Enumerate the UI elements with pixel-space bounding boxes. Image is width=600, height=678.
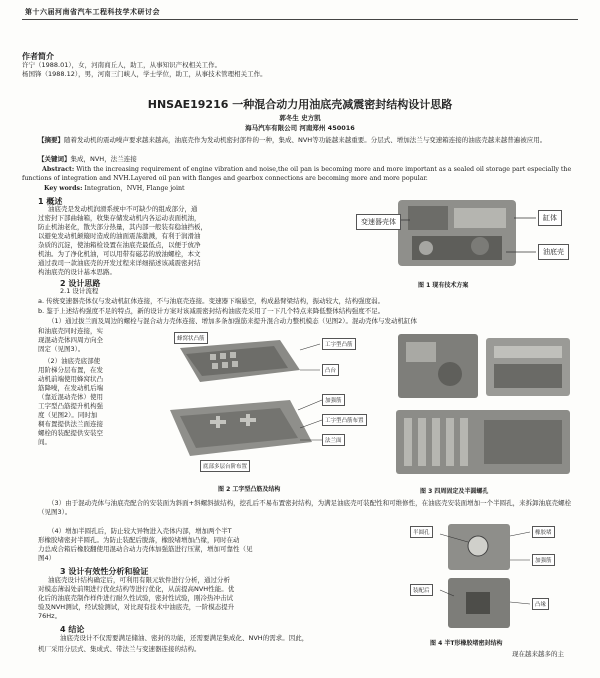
design-p1-full: （1）通过拔兰面及周边的螺栓与混合动力壳体连接、增加多条加强筋来提升混合动力整机模态（见图2）。混动壳体与发动机缸体 <box>48 317 418 325</box>
paper-title: HNSAE19216 一种混合动力用油底壳减震密封结构设计思路 <box>147 98 453 111</box>
s1-line: 过密封下部曲轴箱，收集存储发动机内各运动表面机油， <box>38 214 201 222</box>
p2-line: 工字型凸筋提升机构强 <box>38 402 103 410</box>
fig2-label-i-rib: 工字型凸筋 <box>322 338 356 350</box>
section-1-title: 1 概述 <box>38 197 63 206</box>
design-p1-rest <box>38 327 138 354</box>
section-3-body <box>38 576 368 621</box>
keywords-text: 集成，NVH，法兰连接 <box>70 155 137 163</box>
figure-1-engine-illustration <box>356 196 578 276</box>
design-point-a: a. 传统变速器壳体仅与发动机缸体连接，不与油底壳连接。变速器下端悬空，构成悬臂梁结构，振动较大，结构强度弱。 <box>38 297 385 305</box>
s3-line: 对模态薄弱处前期进行优化结构等进行优化，从前提高NVH性能。优 <box>38 585 235 593</box>
fig4-label-assembled: 装配后 <box>410 584 433 596</box>
fig1-label-cylinder: 缸体 <box>538 210 562 226</box>
fig4-label-flange: 凸缘 <box>532 598 549 610</box>
p2-line: （靠近混动壳体）使用 <box>38 393 103 401</box>
s1-line: 机油。为了净化机油，可以用带有磁芯的放油螺栓，本文 <box>38 250 201 258</box>
author-intro-line-2: 杨国锋（1988.12），男，河南三门峡人，学士学位，助工，从事技术管理相关工作。 <box>22 70 267 78</box>
s3-line: 化后的油底壳制作样件进行耐久性试验，密封性试验，刚冷热冲击试 <box>38 594 233 602</box>
abstract-en-label: Abstract: <box>42 166 75 173</box>
section-3-title: 3 设计有效性分析和验证 <box>60 567 149 576</box>
abstract-label: 【摘要】 <box>38 136 64 144</box>
p1-line: 和油底壳同时连接，实 <box>38 327 103 335</box>
p2-line: （2）油底壳底部使 <box>44 357 101 365</box>
s1-line: 构油底壳的设计基本思路。 <box>38 268 116 276</box>
fig2-label-rib: 加强筋 <box>322 394 345 406</box>
conclusion-line-1: 油底壳设计不仅需要满足储油、密封的功能，还需要满足集成化、NVH的需求。因此， <box>60 634 309 642</box>
figure-4 <box>410 516 580 634</box>
s3-line: 油底壳设计结构确定后，可利用有限元软件进行分析，通过分析 <box>48 576 230 584</box>
s3-line: 76Hz。 <box>38 612 62 620</box>
p2-line: 度（见图2）。同时加 <box>38 411 98 419</box>
p2-line: 动机前端使用蜂窝状凸 <box>38 375 103 383</box>
keywords-en-label: Key words: <box>44 185 83 192</box>
figure-4-caption: 图 4 半T形橡胶堵密封结构 <box>430 640 503 647</box>
design-p3: （3）由于混动壳体与油底壳配合的安装面为斜面+斜螺斜拔结构，挖孔后不易布置密封结构，为满足油底壳可装配性和可维修性，在油底壳安装面增加一个半圆孔，来拆卸油底壳螺栓（见图3）。 <box>38 499 572 516</box>
fig4-label-rib: 加强筋 <box>532 554 555 566</box>
section-2-title: 2 设计思路 <box>60 279 101 288</box>
author-intro-heading: 作者简介 <box>22 52 54 61</box>
section-2-1-title: 2.1 设计流程 <box>60 287 99 295</box>
figure-3 <box>388 330 578 482</box>
p4-line: 力总成合箱后橡胶翻使用混动合动力壳体加强筋进行压紧，增加可靠性（见 <box>38 545 253 553</box>
figure-2 <box>150 330 378 480</box>
p2-line: 用阶梯分层布置，在发 <box>38 366 103 374</box>
keywords-label: 【关键词】 <box>38 155 71 163</box>
abstract-en-text: With the increasing requirement of engine vibration and noise,the oil pan is becoming more and more important as a sealed oil storage part especially the functions of integration and NVH.Layered oil pan with flanges and gearbox connections are becoming more and more popular. <box>22 166 572 182</box>
conclusion-tail: 现在越来越多的主 <box>512 650 564 658</box>
p4-line: （4）增加半圆孔后，防止较大异物进入壳体内部，增加两个半T <box>48 527 232 535</box>
design-p2 <box>38 357 138 447</box>
author-intro-line-1: 许宁（1988.01），女，河南商丘人，助工，从事知识产权相关工作。 <box>22 61 222 69</box>
section-4-title: 4 结论 <box>60 625 85 634</box>
p2-line: 间。 <box>38 438 51 446</box>
s1-line: 以避免发动机颠簸时造成的油面震荡激溅，有利于润滑油 <box>38 232 201 240</box>
s1-line: 通过我司一款油底壳的开发过程来详细描述该减震密封结 <box>38 259 201 267</box>
p2-line: 螺栓的装配提供安装空 <box>38 429 103 437</box>
s1-line: 油底壳是发动机润滑系统中不可缺少的组成部分，通 <box>48 205 198 213</box>
p1-line: 现混动壳体四周方向全 <box>38 336 103 344</box>
fig4-label-half-hole: 半圆孔 <box>410 526 433 538</box>
design-point-b: b. 鉴于上述结构强度不足的特点，新的设计方案对该减震密封结构油底壳采用了一下几个特点来降低整体结构强度不足。 <box>38 307 385 315</box>
s1-line: 防止机油老化，散失部分热量，其内部一般装有稳油挡板， <box>38 223 207 231</box>
fig1-label-transmission: 变速器壳体 <box>356 214 401 230</box>
fig1-label-oilpan: 油底壳 <box>538 244 569 260</box>
p2-line: 稠布置提供法兰面连接 <box>38 420 103 428</box>
fig2-label-steps: 底部多层台阶布置 <box>200 460 250 472</box>
s3-line: 验及NVH测试，经试验测试，对比现有技术中油底壳，一阶模态提升 <box>38 603 235 611</box>
paper-authors: 郭冬生 史方凯 <box>279 114 321 122</box>
conference-header: 第十六届河南省汽车工程科技学术研讨会 <box>25 7 160 16</box>
figure-3-caption: 图 3 四周固定及半圆螺孔 <box>420 488 489 495</box>
section-1-body <box>38 205 348 277</box>
abstract-text: 随着发动机的震动噪声要求越来越高，油底壳作为发动机密封部件的一种，集成、NVH等功能越来越重要。分层式、增加法兰与变速箱连接的油底壳越来越普遍被应用。 <box>64 136 547 144</box>
p1-line: 固定（见图3）。 <box>38 345 85 353</box>
figure-2-caption: 图 2 工字型凸筋及结构 <box>218 486 281 493</box>
keywords-en-block <box>44 185 544 194</box>
fig4-label-plug: 橡胶堵 <box>532 526 555 538</box>
keywords-en-text: Integration，NVH, Flange joint <box>84 185 185 192</box>
design-p4 <box>38 527 368 563</box>
p4-line: 形橡胶堵密封半圆孔。为防止装配后脱落，橡胶堵增加凸缘，同时在动 <box>38 536 240 544</box>
abstract-block <box>38 136 578 145</box>
keywords-block <box>38 155 578 164</box>
header-rule <box>22 19 578 20</box>
fig2-label-boss: 凸台 <box>322 364 339 376</box>
fig2-label-i-rib-layout: 工字型凸筋布置 <box>322 414 367 426</box>
figure-3-assembly-illustration <box>388 330 578 482</box>
abstract-en-block <box>22 166 582 183</box>
paper-affiliation: 海马汽车有限公司 河南郑州 450016 <box>245 124 355 132</box>
conclusion-line-2: 机厂采用分层式、集成式、带法兰与变速器连接的结构。 <box>38 645 201 653</box>
fig2-label-honeycomb: 蜂窝状凸筋 <box>174 332 208 344</box>
fig2-label-flange: 法兰面 <box>322 434 345 446</box>
p2-line: 筋降噪，在发动机后端 <box>38 384 103 392</box>
figure-1 <box>356 196 578 276</box>
s1-line: 杂质的沉淀，使油箱检设置在油底壳最低点，以便于放净 <box>38 241 201 249</box>
p4-line: 图4） <box>38 554 56 562</box>
figure-1-caption: 图 1 现有技术方案 <box>418 282 469 289</box>
